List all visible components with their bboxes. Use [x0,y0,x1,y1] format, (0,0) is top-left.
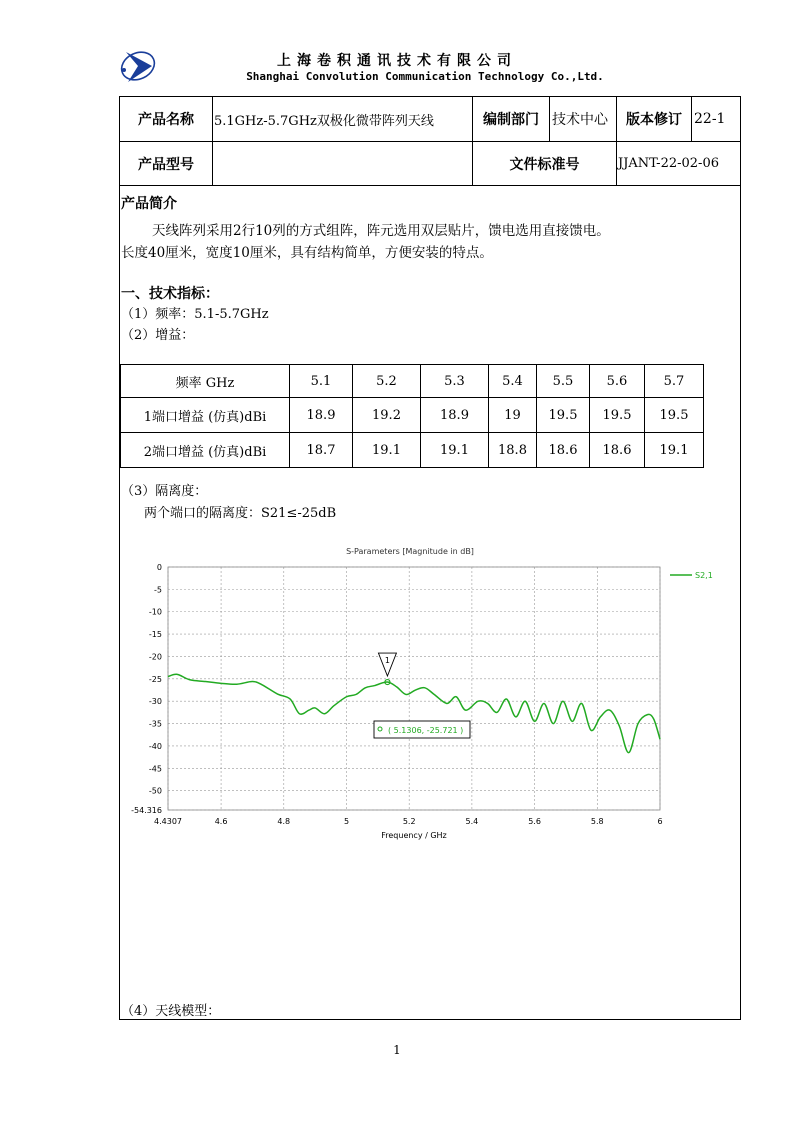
x-tick-label: 5 [343,817,350,826]
plot-area [168,567,660,810]
marker-readout-text: ( 5.1306, -25.721 ) [388,726,464,735]
company-name-en: Shanghai Convolution Communication Technology Co.,Ltd. [246,70,604,83]
freq-cell: 5.2 [353,365,421,398]
y-tick-label: -10 [148,607,162,617]
gain-cell: 19.1 [421,433,489,468]
y-tick-label: -54.316 [131,806,162,815]
model-value [213,142,473,186]
y-tick-label: 0 [156,563,162,572]
model-line: （4）天线模型： [121,1004,221,1019]
freq-cell: 5.1 [290,365,353,398]
x-tick-label: 5.6 [528,817,541,826]
marker-1 [374,653,470,738]
dept-value: 技术中心 [550,97,617,142]
x-tick-label: 4.6 [214,817,228,826]
doc-std-label: 文件标准号 [473,142,617,186]
gain-line: （2）增益： [121,328,195,343]
series-line-s21 [168,674,660,752]
revision-value: 22-1 [692,97,740,142]
x-axis-label: Frequency / GHz [381,831,447,840]
gain-cell: 19.5 [645,398,704,433]
gain-cell: 19.5 [537,398,590,433]
intro-heading: 产品简介 [121,196,177,212]
x-tick-label: 5.2 [402,817,416,826]
gain-cell: 19.2 [353,398,421,433]
revision-label: 版本修订 [617,97,692,142]
gain-table [120,364,704,468]
row-label: 1端口增益 (仿真)dBi [121,398,290,433]
x-tick-label: 4.8 [277,817,291,826]
y-tick-label: -5 [154,585,162,595]
chart-title: S-Parameters [Magnitude in dB] [346,547,474,556]
x-tick-label: 6 [657,817,663,826]
freq-cell: 5.3 [421,365,489,398]
doc-std-value: JJANT-22-02-06 [617,142,740,186]
gain-cell: 18.6 [537,433,590,468]
gain-cell: 19.1 [353,433,421,468]
s-parameter-chart [120,540,740,850]
y-tick-label: -20 [148,652,162,662]
y-tick-label: -15 [148,630,162,640]
page-number: 1 [393,1043,401,1057]
model-label: 产品型号 [120,142,213,186]
product-name-value: 5.1GHz-5.7GHz双极化微带阵列天线 [213,97,473,142]
x-tick-label: 5.4 [465,817,479,826]
marker-label: 1 [384,656,390,666]
gain-row-port2 [121,433,704,468]
gain-row-port1 [121,398,704,433]
y-tick-label: -50 [148,786,162,796]
specs-heading: 一、技术指标： [121,286,219,302]
intro-line-1: 天线阵列采用2行10列的方式组阵，阵元选用双层贴片，馈电选用直接馈电。 [152,223,610,239]
y-tick-label: -35 [148,719,162,729]
freq-line: （1）频率：5.1-5.7GHz [121,307,269,322]
gain-header-label: 频率 GHz [121,365,290,398]
dept-label: 编制部门 [473,97,550,142]
y-ticks [131,563,162,815]
y-tick-label: -25 [148,674,162,684]
x-tick-label: 5.8 [590,817,604,826]
y-tick-label: -45 [148,764,162,774]
gain-cell: 18.9 [290,398,353,433]
isolation-line: （3）隔离度： [121,484,208,499]
chart-grid [168,567,660,810]
company-name-cn: 上海卷积通讯技术有限公司 [277,53,517,69]
row-label: 2端口增益 (仿真)dBi [121,433,290,468]
gain-cell: 19.5 [590,398,645,433]
y-tick-label: -40 [148,741,162,751]
legend-label-s21: S2,1 [695,571,713,580]
gain-cell: 18.7 [290,433,353,468]
gain-cell: 18.9 [421,398,489,433]
x-ticks [154,817,663,826]
gain-cell: 18.6 [590,433,645,468]
freq-cell: 5.6 [590,365,645,398]
freq-cell: 5.5 [537,365,590,398]
isolation-desc: 两个端口的隔离度：S21≤-25dB [144,506,337,521]
x-tick-label: 4.4307 [154,817,182,826]
y-tick-label: -30 [148,697,162,707]
gain-cell: 19.1 [645,433,704,468]
product-name-label: 产品名称 [120,97,213,142]
gain-header-row [121,365,704,398]
freq-cell: 5.4 [489,365,537,398]
gain-cell: 18.8 [489,433,537,468]
gain-cell: 19 [489,398,537,433]
intro-line-2: 长度40厘米，宽度10厘米，具有结构简单，方便安装的特点。 [121,245,493,261]
freq-cell: 5.7 [645,365,704,398]
